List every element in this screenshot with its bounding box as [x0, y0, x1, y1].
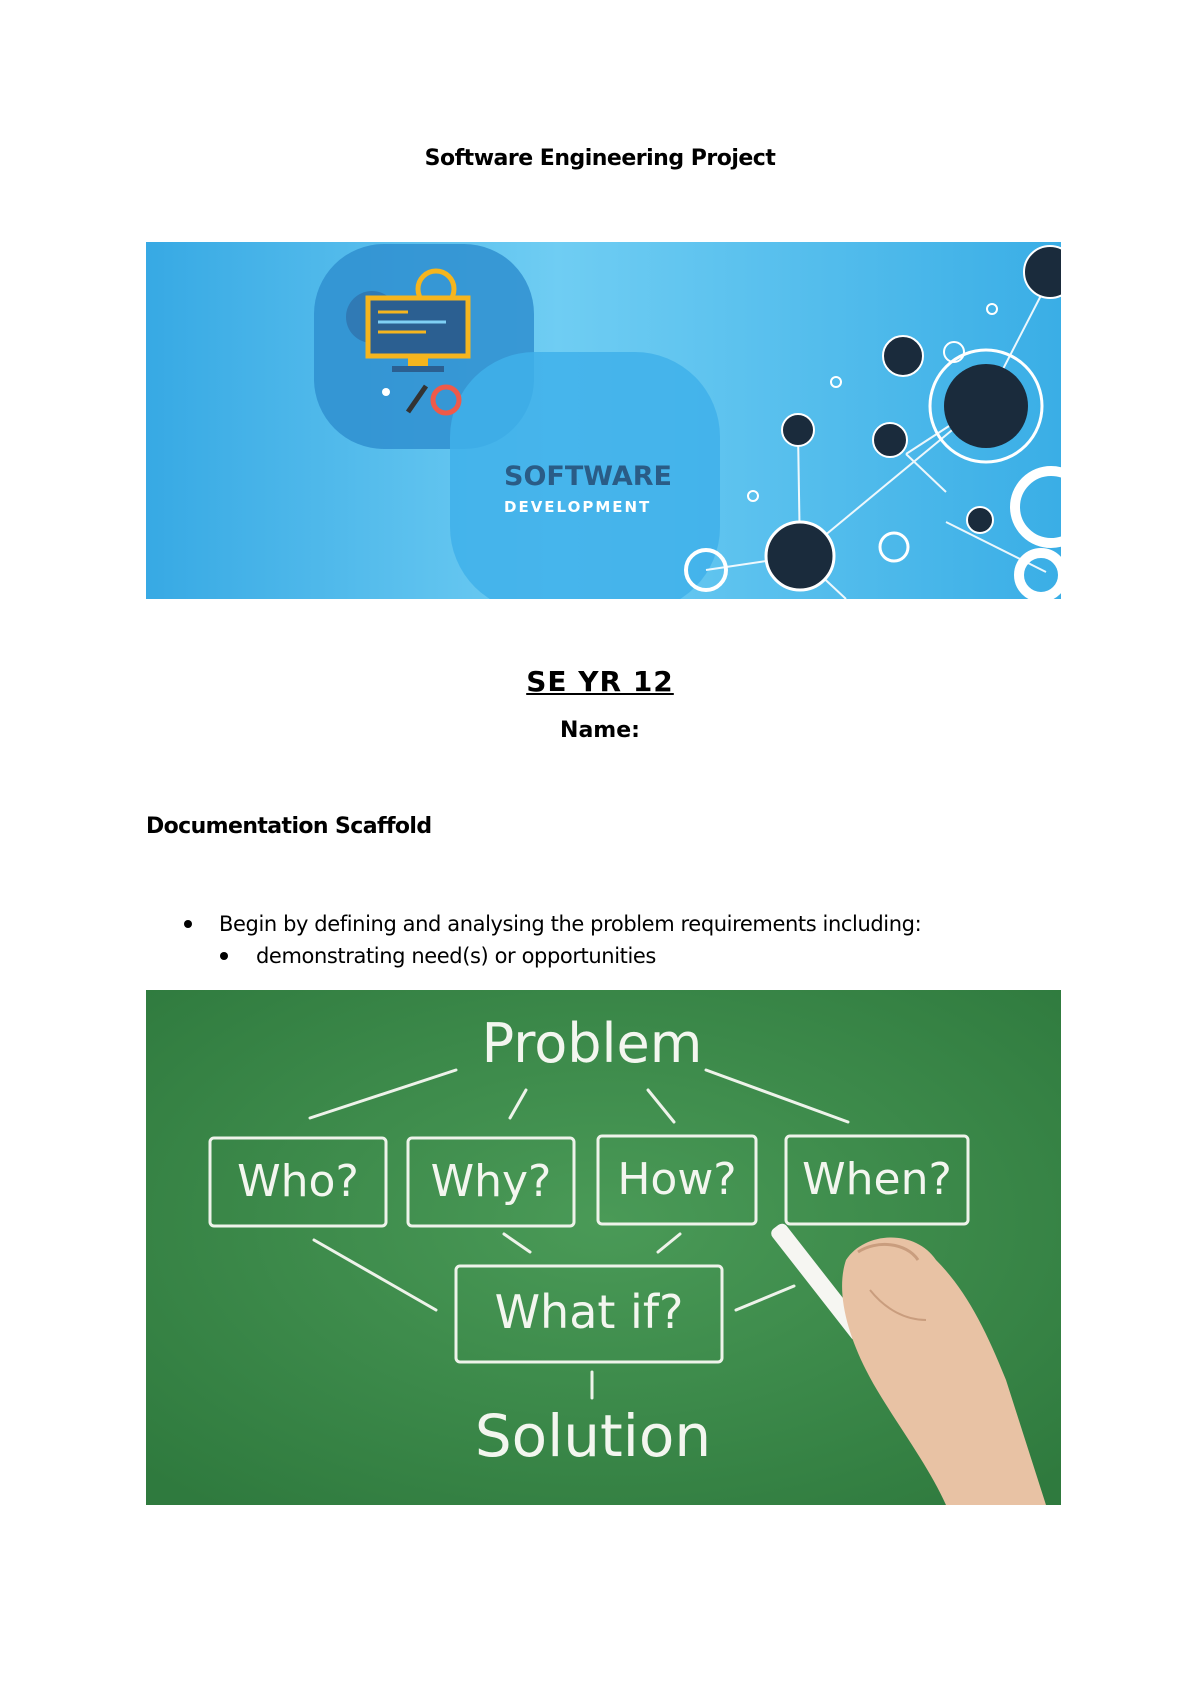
- bullet-list: [146, 908, 1066, 972]
- course-code: SE YR 12: [526, 665, 674, 698]
- board-what-if-text: What if?: [494, 1285, 684, 1339]
- list-item: [146, 908, 1066, 940]
- list-item-text: demonstrating need(s) or opportunities: [256, 944, 656, 968]
- checkmark-icon: [873, 423, 907, 457]
- student-name-label: Name:: [560, 718, 640, 743]
- people-icon: [782, 414, 814, 446]
- board-problem-text: Problem: [481, 1012, 703, 1075]
- list-item: [146, 940, 1066, 972]
- bullet-icon: [220, 952, 228, 960]
- problem-solution-chalkboard: [146, 990, 1061, 1505]
- section-heading: Documentation Scaffold: [146, 814, 432, 839]
- board-question-how: How?: [617, 1154, 737, 1205]
- growth-chart-icon: [766, 522, 834, 590]
- software-development-banner: [146, 242, 1061, 599]
- board-question-when: When?: [802, 1154, 952, 1205]
- magnet-icon: [883, 336, 923, 376]
- board-question-who: Who?: [237, 1156, 359, 1207]
- banner-text-software: SOFTWARE: [504, 461, 672, 492]
- money-icon: [967, 507, 993, 533]
- document-title: Software Engineering Project: [424, 146, 776, 171]
- bullet-icon: [184, 920, 192, 928]
- list-item-text: Begin by defining and analysing the problem requirements including:: [219, 912, 922, 936]
- brain-gears-icon: [944, 364, 1028, 448]
- banner-text-development: DEVELOPMENT: [504, 498, 652, 516]
- board-solution-text: Solution: [474, 1402, 712, 1470]
- board-question-why: Why?: [430, 1156, 552, 1207]
